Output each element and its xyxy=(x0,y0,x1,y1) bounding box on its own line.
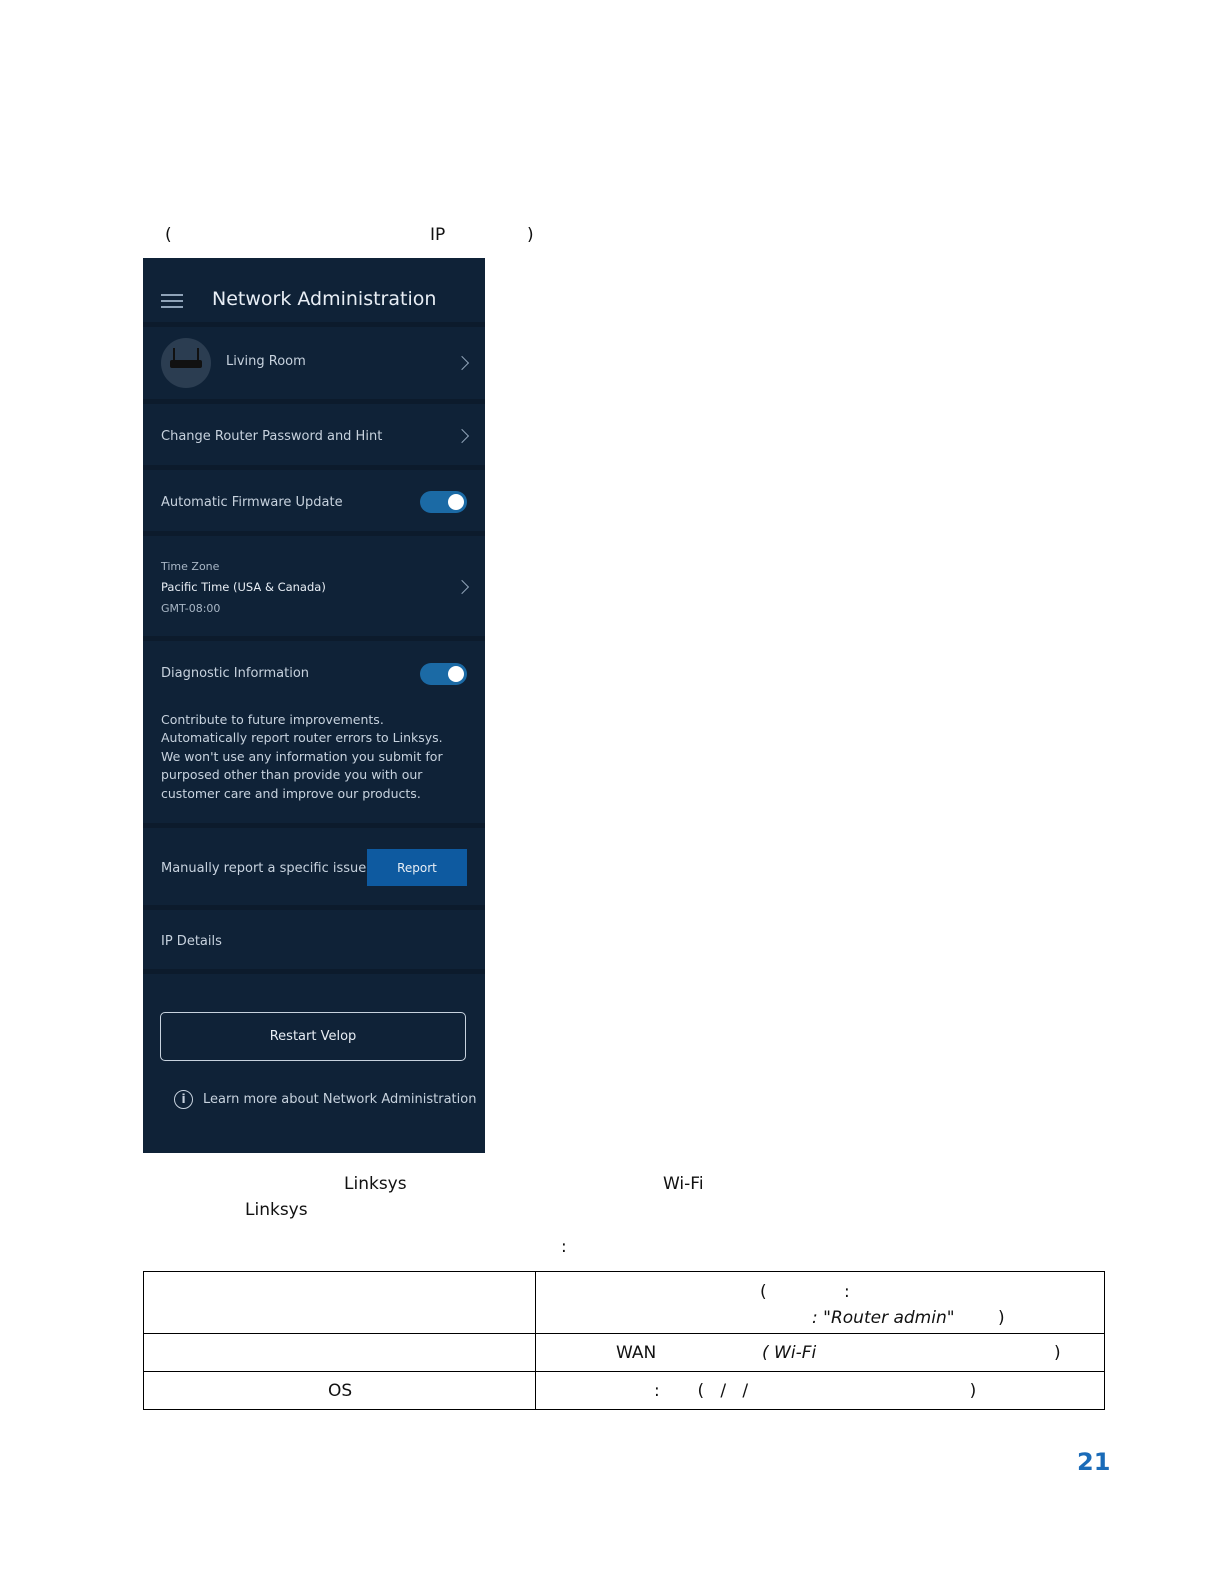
time-zone-value[interactable]: Pacific Time (USA & Canada) xyxy=(161,580,326,594)
manual-report-label: Manually report a specific issue xyxy=(161,861,367,876)
chevron-right-icon[interactable] xyxy=(455,580,469,594)
page-title: Network Administration xyxy=(212,288,437,310)
info-table xyxy=(143,1271,1105,1410)
restart-velop-button[interactable]: Restart Velop xyxy=(160,1012,466,1061)
table-cell: ( : : "Router admin" ) xyxy=(536,1272,1105,1334)
report-button[interactable]: Report xyxy=(367,849,467,886)
table-cell: OS xyxy=(144,1372,536,1410)
auto-firmware-toggle[interactable] xyxy=(420,491,467,513)
router-avatar xyxy=(161,338,211,388)
time-zone-label: Time Zone xyxy=(161,560,220,573)
table-cell xyxy=(144,1272,536,1334)
change-password-item[interactable]: Change Router Password and Hint xyxy=(161,429,383,444)
body-wifi: Wi-Fi xyxy=(663,1174,704,1194)
info-icon: i xyxy=(174,1090,193,1109)
chevron-right-icon[interactable] xyxy=(455,429,469,443)
node-name[interactable]: Living Room xyxy=(226,354,306,369)
ip-details-item[interactable]: IP Details xyxy=(161,934,222,949)
time-zone-offset: GMT-08:00 xyxy=(161,602,221,615)
body-linksys-1: Linksys xyxy=(344,1174,407,1194)
diagnostic-description: Contribute to future improvements. Automatically report router errors to Linksys. We won't use any information you submit for purposed other than provide you with our customer care and improve our products. xyxy=(161,712,443,801)
page-number: 21 xyxy=(1077,1448,1111,1476)
paren-close: ) xyxy=(527,225,534,245)
ip-label: IP xyxy=(430,225,446,245)
menu-icon[interactable] xyxy=(161,294,183,308)
diagnostic-label: Diagnostic Information xyxy=(161,666,310,681)
diagnostic-toggle[interactable] xyxy=(420,663,467,685)
learn-more-link[interactable]: Learn more about Network Administration xyxy=(203,1092,477,1107)
table-cell xyxy=(144,1334,536,1372)
paren-open: ( xyxy=(165,225,172,245)
body-linksys-2: Linksys xyxy=(245,1200,308,1220)
body-colon: : xyxy=(561,1237,567,1257)
chevron-right-icon[interactable] xyxy=(455,356,469,370)
table-cell: WAN ( Wi-Fi ) xyxy=(536,1334,1105,1372)
auto-firmware-label: Automatic Firmware Update xyxy=(161,495,343,510)
router-icon xyxy=(170,360,202,368)
table-cell: : ( / / ) xyxy=(536,1372,1105,1410)
app-screenshot xyxy=(143,258,485,1153)
